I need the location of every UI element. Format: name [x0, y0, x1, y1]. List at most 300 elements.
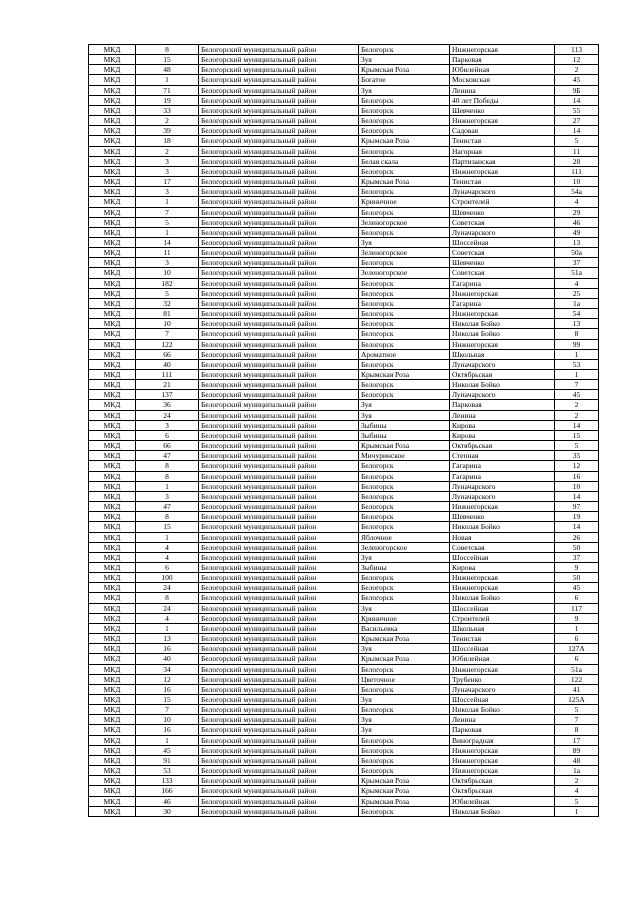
settlement-cell: Белогорск — [359, 512, 450, 522]
table-row — [89, 126, 599, 136]
count-cell: 10 — [136, 319, 199, 329]
settlement-cell: Белогорск — [359, 766, 450, 776]
settlement-cell: Белогорск — [359, 288, 450, 298]
district-cell: Белогорский муниципальный район — [199, 207, 359, 217]
settlement-cell: Белогорск — [359, 339, 450, 349]
house-number-cell: 51а — [555, 664, 599, 674]
street-cell: Шоссейная — [450, 644, 555, 654]
street-cell: Николая Бойко — [450, 380, 555, 390]
table-row — [89, 278, 599, 288]
count-cell: 1 — [136, 481, 199, 491]
street-cell: Нижнегорская — [450, 45, 555, 55]
type-cell: МКД — [89, 237, 136, 247]
table-row — [89, 684, 599, 694]
type-cell: МКД — [89, 359, 136, 369]
district-cell: Белогорский муниципальный район — [199, 298, 359, 308]
district-cell: Белогорский муниципальный район — [199, 634, 359, 644]
house-number-cell: 8 — [555, 329, 599, 339]
table-row — [89, 522, 599, 532]
district-cell: Белогорский муниципальный район — [199, 695, 359, 705]
type-cell: МКД — [89, 410, 136, 420]
count-cell: 19 — [136, 95, 199, 105]
type-cell: МКД — [89, 116, 136, 126]
table-row — [89, 491, 599, 501]
district-cell: Белогорский муниципальный район — [199, 725, 359, 735]
street-cell: Шоссейная — [450, 552, 555, 562]
district-cell: Белогорский муниципальный район — [199, 390, 359, 400]
settlement-cell: Ароматное — [359, 349, 450, 359]
table-row — [89, 177, 599, 187]
house-number-cell: 37 — [555, 258, 599, 268]
settlement-cell: Белогорск — [359, 755, 450, 765]
type-cell: МКД — [89, 715, 136, 725]
settlement-cell: Белогорск — [359, 227, 450, 237]
count-cell: 15 — [136, 522, 199, 532]
settlement-cell: Белогорск — [359, 573, 450, 583]
type-cell: МКД — [89, 156, 136, 166]
district-cell: Белогорский муниципальный район — [199, 674, 359, 684]
type-cell: МКД — [89, 552, 136, 562]
district-cell: Белогорский муниципальный район — [199, 786, 359, 796]
settlement-cell: Крымская Роза — [359, 370, 450, 380]
type-cell: МКД — [89, 65, 136, 75]
count-cell: 24 — [136, 410, 199, 420]
district-cell: Белогорский муниципальный район — [199, 512, 359, 522]
street-cell: Луначарского — [450, 481, 555, 491]
house-number-cell: 27 — [555, 116, 599, 126]
settlement-cell: Крымская Роза — [359, 654, 450, 664]
count-cell: 15 — [136, 55, 199, 65]
district-cell: Белогорский муниципальный район — [199, 237, 359, 247]
street-cell: Нижнегорская — [450, 288, 555, 298]
street-cell: Нижнегорская — [450, 309, 555, 319]
street-cell: Нижнегорская — [450, 116, 555, 126]
count-cell: 3 — [136, 420, 199, 430]
street-cell: Шоссейная — [450, 237, 555, 247]
street-cell: 40 лет Победы — [450, 95, 555, 105]
district-cell: Белогорский муниципальный район — [199, 573, 359, 583]
street-cell: Ленина — [450, 85, 555, 95]
street-cell: Гагарина — [450, 461, 555, 471]
count-cell: 182 — [136, 278, 199, 288]
settlement-cell: Зуя — [359, 85, 450, 95]
type-cell: МКД — [89, 75, 136, 85]
house-number-cell: 53 — [555, 359, 599, 369]
table-row — [89, 613, 599, 623]
street-cell: Московская — [450, 75, 555, 85]
district-cell: Белогорский муниципальный район — [199, 796, 359, 806]
table-row — [89, 603, 599, 613]
settlement-cell: Белогорск — [359, 593, 450, 603]
house-number-cell: 2 — [555, 400, 599, 410]
settlement-cell: Белогорск — [359, 705, 450, 715]
type-cell: МКД — [89, 298, 136, 308]
table-row — [89, 573, 599, 583]
count-cell: 2 — [136, 116, 199, 126]
district-cell: Белогорский муниципальный район — [199, 766, 359, 776]
district-cell: Белогорский муниципальный район — [199, 65, 359, 75]
table-row — [89, 55, 599, 65]
type-cell: МКД — [89, 664, 136, 674]
street-cell: Шевченко — [450, 105, 555, 115]
street-cell: Тенистая — [450, 177, 555, 187]
settlement-cell: Белогорск — [359, 664, 450, 674]
type-cell: МКД — [89, 329, 136, 339]
table-row — [89, 562, 599, 572]
district-cell: Белогорский муниципальный район — [199, 136, 359, 146]
house-number-cell: 1 — [555, 349, 599, 359]
house-number-cell: 1 — [555, 806, 599, 816]
table-row — [89, 85, 599, 95]
district-cell: Белогорский муниципальный район — [199, 75, 359, 85]
table-row — [89, 45, 599, 55]
settlement-cell: Зуя — [359, 695, 450, 705]
table-row — [89, 674, 599, 684]
type-cell: МКД — [89, 248, 136, 258]
house-number-cell: 10 — [555, 177, 599, 187]
house-number-cell: 28 — [555, 156, 599, 166]
settlement-cell: Крымская Роза — [359, 441, 450, 451]
district-cell: Белогорский муниципальный район — [199, 776, 359, 786]
house-number-cell: 14 — [555, 126, 599, 136]
table-row — [89, 248, 599, 258]
table-row — [89, 359, 599, 369]
count-cell: 1 — [136, 532, 199, 542]
type-cell: МКД — [89, 522, 136, 532]
table-row — [89, 776, 599, 786]
settlement-cell: Белогорск — [359, 95, 450, 105]
district-cell: Белогорский муниципальный район — [199, 806, 359, 816]
type-cell: МКД — [89, 623, 136, 633]
district-cell: Белогорский муниципальный район — [199, 45, 359, 55]
count-cell: 1 — [136, 735, 199, 745]
street-cell: Октябрьская — [450, 776, 555, 786]
house-number-cell: 15 — [555, 430, 599, 440]
settlement-cell: Белогорск — [359, 329, 450, 339]
type-cell: МКД — [89, 126, 136, 136]
street-cell: Тенистая — [450, 634, 555, 644]
house-number-cell: 2 — [555, 65, 599, 75]
count-cell: 32 — [136, 298, 199, 308]
house-number-cell: 13 — [555, 319, 599, 329]
type-cell: МКД — [89, 512, 136, 522]
district-cell: Белогорский муниципальный район — [199, 410, 359, 420]
table-row — [89, 370, 599, 380]
type-cell: МКД — [89, 562, 136, 572]
table-row — [89, 268, 599, 278]
count-cell: 18 — [136, 136, 199, 146]
district-cell: Белогорский муниципальный район — [199, 309, 359, 319]
street-cell: Школьная — [450, 349, 555, 359]
district-cell: Белогорский муниципальный район — [199, 258, 359, 268]
type-cell: МКД — [89, 684, 136, 694]
district-cell: Белогорский муниципальный район — [199, 654, 359, 664]
street-cell: Садовая — [450, 126, 555, 136]
district-cell: Белогорский муниципальный район — [199, 349, 359, 359]
settlement-cell: Белогорск — [359, 207, 450, 217]
house-number-cell: 10 — [555, 481, 599, 491]
house-number-cell: 6 — [555, 593, 599, 603]
count-cell: 8 — [136, 461, 199, 471]
settlement-cell: Богатое — [359, 75, 450, 85]
settlement-cell: Белая скала — [359, 156, 450, 166]
settlement-cell: Васильевка — [359, 623, 450, 633]
count-cell: 13 — [136, 634, 199, 644]
type-cell: МКД — [89, 187, 136, 197]
settlement-cell: Зеленогорское — [359, 248, 450, 258]
district-cell: Белогорский муниципальный район — [199, 400, 359, 410]
district-cell: Белогорский муниципальный район — [199, 715, 359, 725]
district-cell: Белогорский муниципальный район — [199, 370, 359, 380]
table-row — [89, 258, 599, 268]
street-cell: Николая Бойко — [450, 705, 555, 715]
street-cell: Юбилейная — [450, 654, 555, 664]
house-number-cell: 35 — [555, 451, 599, 461]
settlement-cell: Крымская Роза — [359, 796, 450, 806]
count-cell: 66 — [136, 441, 199, 451]
count-cell: 7 — [136, 207, 199, 217]
count-cell: 14 — [136, 237, 199, 247]
district-cell: Белогорский муниципальный район — [199, 583, 359, 593]
district-cell: Белогорский муниципальный район — [199, 187, 359, 197]
type-cell: МКД — [89, 573, 136, 583]
count-cell: 111 — [136, 370, 199, 380]
type-cell: МКД — [89, 481, 136, 491]
type-cell: МКД — [89, 278, 136, 288]
district-cell: Белогорский муниципальный район — [199, 745, 359, 755]
district-cell: Белогорский муниципальный район — [199, 532, 359, 542]
district-cell: Белогорский муниципальный район — [199, 644, 359, 654]
settlement-cell: Белогорск — [359, 491, 450, 501]
count-cell: 45 — [136, 745, 199, 755]
street-cell: Нижнегорская — [450, 166, 555, 176]
count-cell: 137 — [136, 390, 199, 400]
table-row — [89, 441, 599, 451]
settlement-cell: Белогорск — [359, 116, 450, 126]
house-number-cell: 1а — [555, 766, 599, 776]
table-row — [89, 502, 599, 512]
count-cell: 166 — [136, 786, 199, 796]
count-cell: 16 — [136, 725, 199, 735]
settlement-cell: Крымская Роза — [359, 177, 450, 187]
type-cell: МКД — [89, 441, 136, 451]
district-cell: Белогорский муниципальный район — [199, 126, 359, 136]
count-cell: 39 — [136, 126, 199, 136]
settlement-cell: Зуя — [359, 55, 450, 65]
district-cell: Белогорский муниципальный район — [199, 522, 359, 532]
type-cell: МКД — [89, 207, 136, 217]
house-number-cell: 122 — [555, 674, 599, 684]
street-cell: Луначарского — [450, 187, 555, 197]
house-number-cell: 45 — [555, 75, 599, 85]
district-cell: Белогорский муниципальный район — [199, 85, 359, 95]
house-number-cell: 14 — [555, 420, 599, 430]
count-cell: 48 — [136, 65, 199, 75]
table-row — [89, 796, 599, 806]
table-row — [89, 380, 599, 390]
street-cell: Партизанская — [450, 156, 555, 166]
street-cell: Николая Бойко — [450, 329, 555, 339]
count-cell: 5 — [136, 217, 199, 227]
district-cell: Белогорский муниципальный район — [199, 95, 359, 105]
house-number-cell: 5 — [555, 136, 599, 146]
house-number-cell: 14 — [555, 95, 599, 105]
table-row — [89, 400, 599, 410]
street-cell: Николая Бойко — [450, 319, 555, 329]
count-cell: 16 — [136, 684, 199, 694]
district-cell: Белогорский муниципальный район — [199, 491, 359, 501]
type-cell: МКД — [89, 258, 136, 268]
house-number-cell: 9Б — [555, 85, 599, 95]
settlement-cell: Зыбины — [359, 562, 450, 572]
table-body — [89, 45, 599, 817]
house-number-cell: 7 — [555, 380, 599, 390]
district-cell: Белогорский муниципальный район — [199, 603, 359, 613]
district-cell: Белогорский муниципальный район — [199, 481, 359, 491]
count-cell: 17 — [136, 177, 199, 187]
table-row — [89, 197, 599, 207]
house-number-cell: 111 — [555, 166, 599, 176]
district-cell: Белогорский муниципальный район — [199, 664, 359, 674]
street-cell: Нижнегорская — [450, 755, 555, 765]
type-cell: МКД — [89, 217, 136, 227]
house-number-cell: 9 — [555, 562, 599, 572]
count-cell: 6 — [136, 430, 199, 440]
house-number-cell: 50а — [555, 248, 599, 258]
type-cell: МКД — [89, 502, 136, 512]
table-row — [89, 116, 599, 126]
table-row — [89, 75, 599, 85]
type-cell: МКД — [89, 105, 136, 115]
type-cell: МКД — [89, 370, 136, 380]
street-cell: Нагорная — [450, 146, 555, 156]
type-cell: МКД — [89, 177, 136, 187]
type-cell: МКД — [89, 796, 136, 806]
table-row — [89, 390, 599, 400]
count-cell: 133 — [136, 776, 199, 786]
count-cell: 3 — [136, 166, 199, 176]
table-row — [89, 451, 599, 461]
district-cell: Белогорский муниципальный район — [199, 705, 359, 715]
count-cell: 11 — [136, 248, 199, 258]
district-cell: Белогорский муниципальный район — [199, 613, 359, 623]
type-cell: МКД — [89, 603, 136, 613]
type-cell: МКД — [89, 95, 136, 105]
settlement-cell: Белогорск — [359, 745, 450, 755]
street-cell: Шевченко — [450, 258, 555, 268]
table-row — [89, 136, 599, 146]
street-cell: Гагарина — [450, 298, 555, 308]
type-cell: МКД — [89, 380, 136, 390]
type-cell: МКД — [89, 674, 136, 684]
house-number-cell: 14 — [555, 491, 599, 501]
street-cell: Гагарина — [450, 471, 555, 481]
table-row — [89, 298, 599, 308]
settlement-cell: Белогорск — [359, 258, 450, 268]
settlement-cell: Мичуринское — [359, 451, 450, 461]
settlement-cell: Белогорск — [359, 522, 450, 532]
settlement-cell: Зеленогорское — [359, 542, 450, 552]
street-cell: Кирова — [450, 420, 555, 430]
district-cell: Белогорский муниципальный район — [199, 593, 359, 603]
street-cell: Нижнегорская — [450, 745, 555, 755]
district-cell: Белогорский муниципальный район — [199, 177, 359, 187]
street-cell: Строителей — [450, 197, 555, 207]
type-cell: МКД — [89, 725, 136, 735]
house-number-cell: 97 — [555, 502, 599, 512]
house-number-cell: 1 — [555, 370, 599, 380]
street-cell: Нижнегорская — [450, 502, 555, 512]
table-row — [89, 329, 599, 339]
table-row — [89, 187, 599, 197]
count-cell: 8 — [136, 512, 199, 522]
count-cell: 4 — [136, 542, 199, 552]
street-cell: Юбилейная — [450, 65, 555, 75]
table-row — [89, 471, 599, 481]
table-row — [89, 65, 599, 75]
house-number-cell: 49 — [555, 227, 599, 237]
table-row — [89, 593, 599, 603]
count-cell: 33 — [136, 105, 199, 115]
house-number-cell: 12 — [555, 461, 599, 471]
count-cell: 4 — [136, 552, 199, 562]
count-cell: 81 — [136, 309, 199, 319]
district-cell: Белогорский муниципальный район — [199, 542, 359, 552]
table-row — [89, 695, 599, 705]
table-row — [89, 552, 599, 562]
settlement-cell: Зуя — [359, 410, 450, 420]
house-number-cell: 55 — [555, 105, 599, 115]
street-cell: Советская — [450, 542, 555, 552]
type-cell: МКД — [89, 400, 136, 410]
district-cell: Белогорский муниципальный район — [199, 451, 359, 461]
street-cell: Нижнегорская — [450, 339, 555, 349]
house-number-cell: 5 — [555, 705, 599, 715]
count-cell: 8 — [136, 593, 199, 603]
street-cell: Николая Бойко — [450, 522, 555, 532]
type-cell: МКД — [89, 532, 136, 542]
street-cell: Школьная — [450, 623, 555, 633]
street-cell: Луначарского — [450, 684, 555, 694]
street-cell: Луначарского — [450, 227, 555, 237]
settlement-cell: Цветочное — [359, 674, 450, 684]
district-cell: Белогорский муниципальный район — [199, 471, 359, 481]
type-cell: МКД — [89, 166, 136, 176]
settlement-cell: Крымская Роза — [359, 136, 450, 146]
settlement-cell: Зуя — [359, 552, 450, 562]
count-cell: 122 — [136, 339, 199, 349]
type-cell: МКД — [89, 268, 136, 278]
street-cell: Шоссейная — [450, 603, 555, 613]
street-cell: Октябрьская — [450, 441, 555, 451]
street-cell: Парковая — [450, 725, 555, 735]
table-row — [89, 227, 599, 237]
table-row — [89, 339, 599, 349]
count-cell: 5 — [136, 288, 199, 298]
type-cell: МКД — [89, 806, 136, 816]
count-cell: 3 — [136, 156, 199, 166]
house-number-cell: 2 — [555, 776, 599, 786]
table-row — [89, 207, 599, 217]
settlement-cell: Белогорск — [359, 380, 450, 390]
table-row — [89, 237, 599, 247]
district-cell: Белогорский муниципальный район — [199, 288, 359, 298]
type-cell: МКД — [89, 461, 136, 471]
house-number-cell: 113 — [555, 45, 599, 55]
settlement-cell: Зеленогорское — [359, 217, 450, 227]
settlement-cell: Белогорск — [359, 583, 450, 593]
count-cell: 46 — [136, 796, 199, 806]
